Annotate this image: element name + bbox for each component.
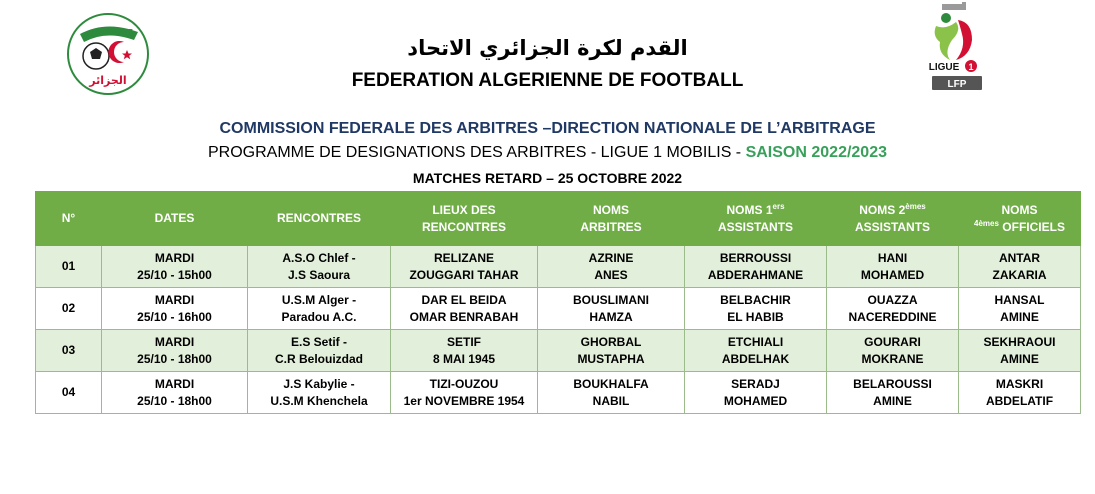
cell-official4-last: SEKHRAOUI [983,334,1056,349]
cell-referee-last: BOUKHALFA [573,376,649,391]
cell-official4-last: HANSAL [994,292,1045,307]
cell-referee-last: BOUSLIMANI [573,292,649,307]
cell-lieu-city: TIZI-OUZOU [429,376,499,391]
table-row [36,246,1081,288]
cell-official4 [959,372,1081,414]
cell-assistant1-last: BELBACHIR [720,292,791,307]
cell-match-away: C.R Belouizdad [274,351,363,366]
cell-no: 03 [36,330,102,372]
cell-assistant2-first: AMINE [873,393,912,408]
cell-assistant2-first: MOHAMED [860,267,925,282]
cell-match-away: U.S.M Khenchela [270,393,368,408]
programme-title [0,144,1095,162]
header-officiels4-line2: OFFICIELS [1002,219,1065,234]
cell-assistant2-first: NACEREDDINE [848,309,937,324]
header-assistants2-line2: ASSISTANTS [854,219,931,234]
cell-no: 01 [36,246,102,288]
cell-date-day: MARDI [154,292,195,307]
cell-date-day: MARDI [154,334,195,349]
cell-referee-first: NABIL [592,393,630,408]
ligue1-logo-text: LIGUE [928,62,960,73]
cell-assistant1-first: MOHAMED [723,393,788,408]
table-row [36,330,1081,372]
cell-date [102,246,248,288]
cell-match [248,372,391,414]
cell-referee-last: AZRINE [588,250,634,265]
cell-date-time: 25/10 - 15h00 [137,267,212,282]
header-assistants2-sup: èmes [905,201,926,211]
faf-logo-arabic: الجزائر [89,74,127,87]
cell-official4-first: ZAKARIA [992,267,1047,282]
cell-assistant2-last: BELAROUSSI [853,376,932,391]
cell-match [248,330,391,372]
cell-official4 [959,246,1081,288]
designations-table [35,191,1081,414]
cell-match-home: J.S Kabylie - [283,376,355,391]
cell-official4-last: MASKRI [995,376,1044,391]
programme-text: PROGRAMME DE DESIGNATIONS DES ARBITRES - LIGUE 1 MOBILIS - [208,144,746,161]
cell-assistant2 [827,372,959,414]
cell-lieu [391,330,538,372]
header-officiels4-sup: 4èmes [974,218,999,228]
cell-lieu [391,372,538,414]
header-officiels4 [959,192,1081,246]
cell-referee-first: MUSTAPHA [577,351,645,366]
header-arbitres-line1: NOMS [593,202,629,217]
header-lieux [391,192,538,246]
cell-referee [538,288,685,330]
header-lieux-line2: RENCONTRES [421,219,506,234]
cell-match-home: E.S Setif - [290,334,347,349]
cell-date [102,288,248,330]
cell-assistant1-last: ETCHIALI [727,334,784,349]
cell-official4-first: ABDELATIF [985,393,1054,408]
cell-assistant2 [827,246,959,288]
cell-match [248,288,391,330]
header-assistants1-sup: ers [772,201,785,211]
header-no: N° [36,192,102,246]
cell-assistant1-first: ABDERAHMANE [707,267,804,282]
table-header-row [36,192,1081,246]
header-lieux-line1: LIEUX DES [432,202,496,217]
cell-official4 [959,330,1081,372]
cell-match-away: J.S Saoura [287,267,351,282]
cell-assistant1 [685,246,827,288]
cell-date-time: 25/10 - 18h00 [137,351,212,366]
cell-date-time: 25/10 - 18h00 [137,393,212,408]
cell-assistant2-first: MOKRANE [861,351,924,366]
cell-referee [538,246,685,288]
matches-date-title: MATCHES RETARD – 25 OCTOBRE 2022 [412,170,683,186]
header-assistants2-line1: NOMS 2 [859,202,906,217]
cell-official4 [959,288,1081,330]
cell-no: 02 [36,288,102,330]
cell-date [102,372,248,414]
commission-title: COMMISSION FEDERALE DES ARBITRES –DIRECTION NATIONALE DE L’ARBITRAGE [219,120,876,137]
cell-lieu-stadium: 1er NOVEMBRE 1954 [403,393,525,408]
season-label: SAISON 2022/2023 [745,144,887,161]
cell-match-away: Paradou A.C. [281,309,357,324]
cell-assistant1-last: SERADJ [731,376,780,391]
header-assistants1 [685,192,827,246]
federation-title-arabic: القدم لكرة الجزائري الاتحاد [407,36,688,60]
ligue1-logo-number: 1 [968,62,974,72]
cell-assistant2 [827,330,959,372]
cell-referee [538,372,685,414]
header-rencontres: RENCONTRES [248,192,391,246]
cell-match [248,246,391,288]
cell-assistant2-last: OUAZZA [867,292,918,307]
cell-lieu-city: RELIZANE [434,250,494,265]
faf-logo-faf: FAF [119,29,133,36]
table-row [36,372,1081,414]
cell-assistant2-last: GOURARI [864,334,921,349]
cell-assistant2-last: HANI [877,250,908,265]
cell-assistant1-last: BERROUSSI [719,250,792,265]
table-row [36,288,1081,330]
header-arbitres [538,192,685,246]
cell-lieu-stadium: ZOUGGARI TAHAR [409,267,519,282]
cell-date-day: MARDI [154,250,195,265]
cell-lieu [391,288,538,330]
header-dates: DATES [102,192,248,246]
header-assistants2 [827,192,959,246]
cell-assistant1 [685,372,827,414]
cell-assistant1 [685,288,827,330]
cell-assistant1-first: ABDELHAK [721,351,790,366]
cell-date-time: 25/10 - 16h00 [137,309,212,324]
cell-lieu-stadium: OMAR BENRABAH [409,309,519,324]
cell-referee-first: HAMZA [589,309,633,324]
cell-lieu-stadium: 8 MAI 1945 [432,351,496,366]
cell-lieu-city: DAR EL BEIDA [421,292,507,307]
header-arbitres-line2: ARBITRES [580,219,642,234]
cell-date [102,330,248,372]
cell-referee-first: ANES [594,267,628,282]
ligue1-logo-lfp: LFP [947,79,967,90]
cell-assistant1 [685,330,827,372]
cell-official4-last: ANTAR [998,250,1041,265]
cell-assistant2 [827,288,959,330]
header-assistants1-line1: NOMS 1 [726,202,773,217]
cell-official4-first: AMINE [1000,351,1039,366]
header-assistants1-line2: ASSISTANTS [717,219,794,234]
cell-match-home: U.S.M Alger - [281,292,357,307]
cell-no: 04 [36,372,102,414]
cell-match-home: A.S.O Chlef - [282,250,356,265]
cell-lieu-city: SETIF [446,334,481,349]
cell-lieu [391,246,538,288]
cell-referee [538,330,685,372]
cell-referee-last: GHORBAL [580,334,642,349]
cell-assistant1-first: EL HABIB [727,309,784,324]
federation-title-french: FEDERATION ALGERIENNE DE FOOTBALL [351,70,744,91]
cell-date-day: MARDI [154,376,195,391]
cell-official4-first: AMINE [1000,309,1039,324]
header-officiels4-line1: NOMS [1001,202,1038,217]
